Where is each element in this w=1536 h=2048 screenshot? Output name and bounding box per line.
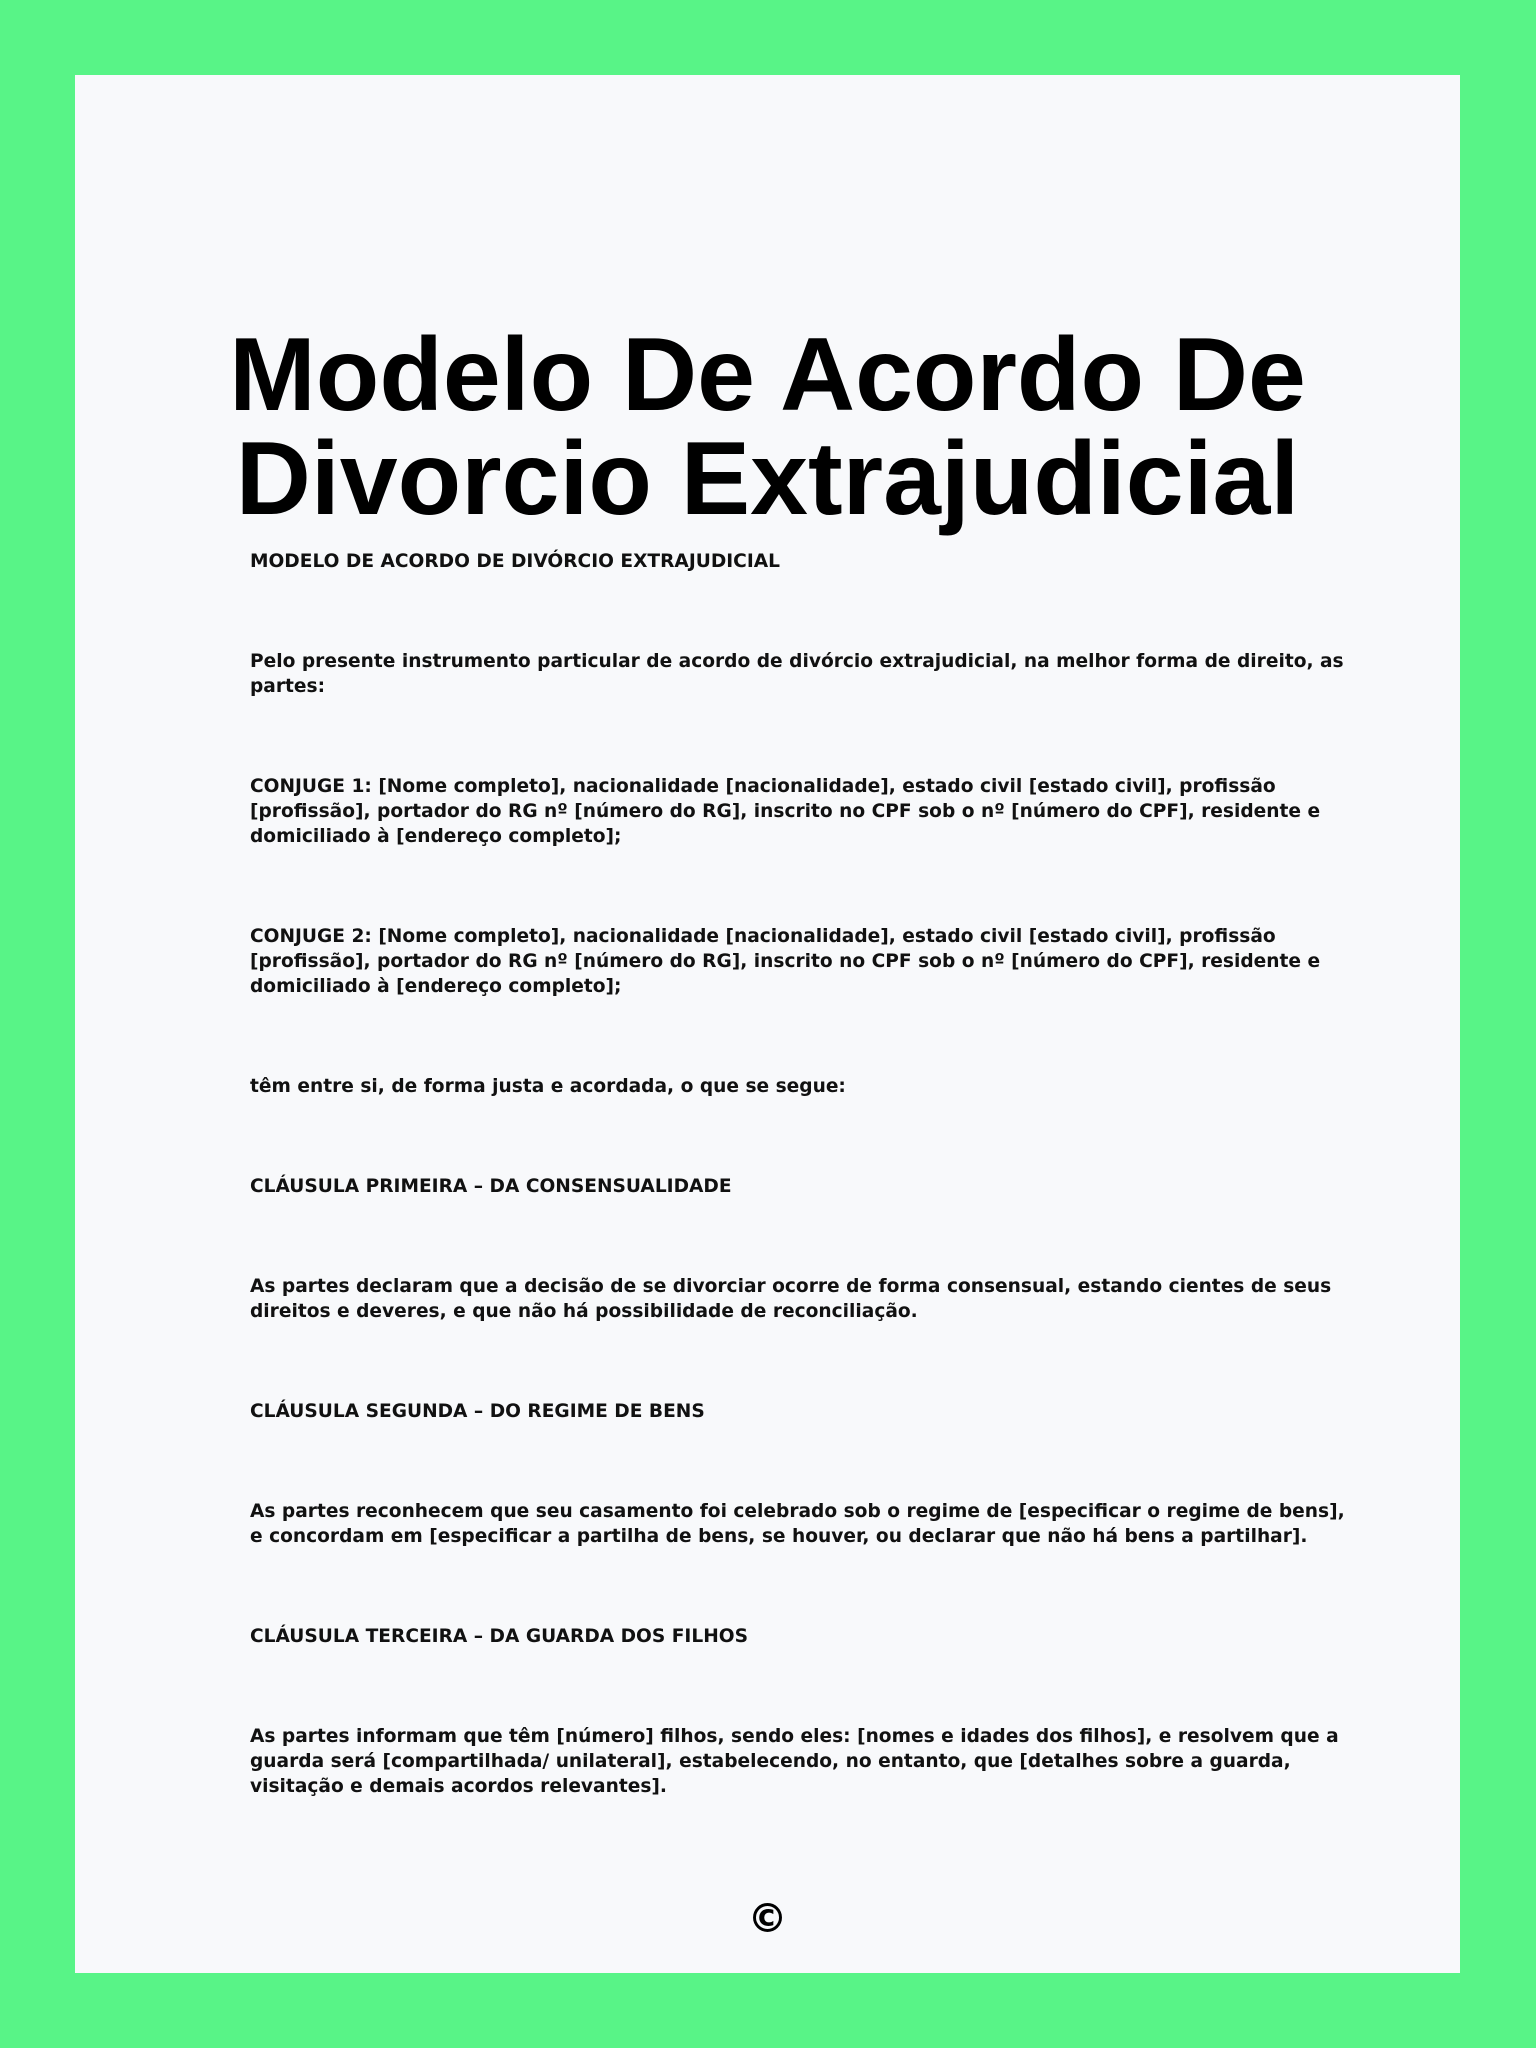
title-line-1: Modelo De Acordo De xyxy=(229,317,1306,433)
clause-2-title: CLÁUSULA SEGUNDA – DO REGIME DE BENS xyxy=(250,1401,705,1422)
copyright-icon: © xyxy=(747,1896,788,1942)
clause-2-text: As partes reconhecem que seu casamento foi celebrado sob o regime de [especificar o regime de bens], e concordam em [especificar a partilha de bens, se houver, ou declarar que não há bens a partilhar]. xyxy=(250,1501,1345,1547)
document-heading: MODELO DE ACORDO DE DIVÓRCIO EXTRAJUDICIAL xyxy=(250,551,780,572)
spouse-1-paragraph: CONJUGE 1: [Nome completo], nacionalidade [nacionalidade], estado civil [estado civil], profissão [profissão], portador do RG nº [número do RG], inscrito no CPF sob o nº [número do CPF], residente e domiciliado à [endereço completo]; xyxy=(250,776,1321,847)
intro-paragraph: Pelo presente instrumento particular de acordo de divórcio extrajudicial, na melhor forma de direito, as partes: xyxy=(250,651,1344,697)
agreement-paragraph: têm entre si, de forma justa e acordada, o que se segue: xyxy=(250,1076,846,1097)
page-title xyxy=(75,317,1460,537)
clause-1-text: As partes declaram que a decisão de se divorciar ocorre de forma consensual, estando cientes de seus direitos e deveres, e que não há possibilidade de reconciliação. xyxy=(250,1276,1332,1322)
document-body xyxy=(250,549,1362,1799)
document-page xyxy=(75,75,1460,1973)
clause-1-title: CLÁUSULA PRIMEIRA – DA CONSENSUALIDADE xyxy=(250,1176,732,1197)
clause-3-title: CLÁUSULA TERCEIRA – DA GUARDA DOS FILHOS xyxy=(250,1626,748,1647)
spouse-2-paragraph: CONJUGE 2: [Nome completo], nacionalidade [nacionalidade], estado civil [estado civil], profissão [profissão], portador do RG nº [número do RG], inscrito no CPF sob o nº [número do CPF], residente e domiciliado à [endereço completo]; xyxy=(250,926,1321,997)
clause-3-text: As partes informam que têm [número] filhos, sendo eles: [nomes e idades dos filhos], e resolvem que a guarda será [compartilhada/ unilateral], estabelecendo, no entanto, que [detalhes sobre a guarda, visitação e demais acordos relevantes]. xyxy=(250,1726,1339,1797)
title-line-2: Divorcio Extrajudicial xyxy=(235,421,1300,537)
